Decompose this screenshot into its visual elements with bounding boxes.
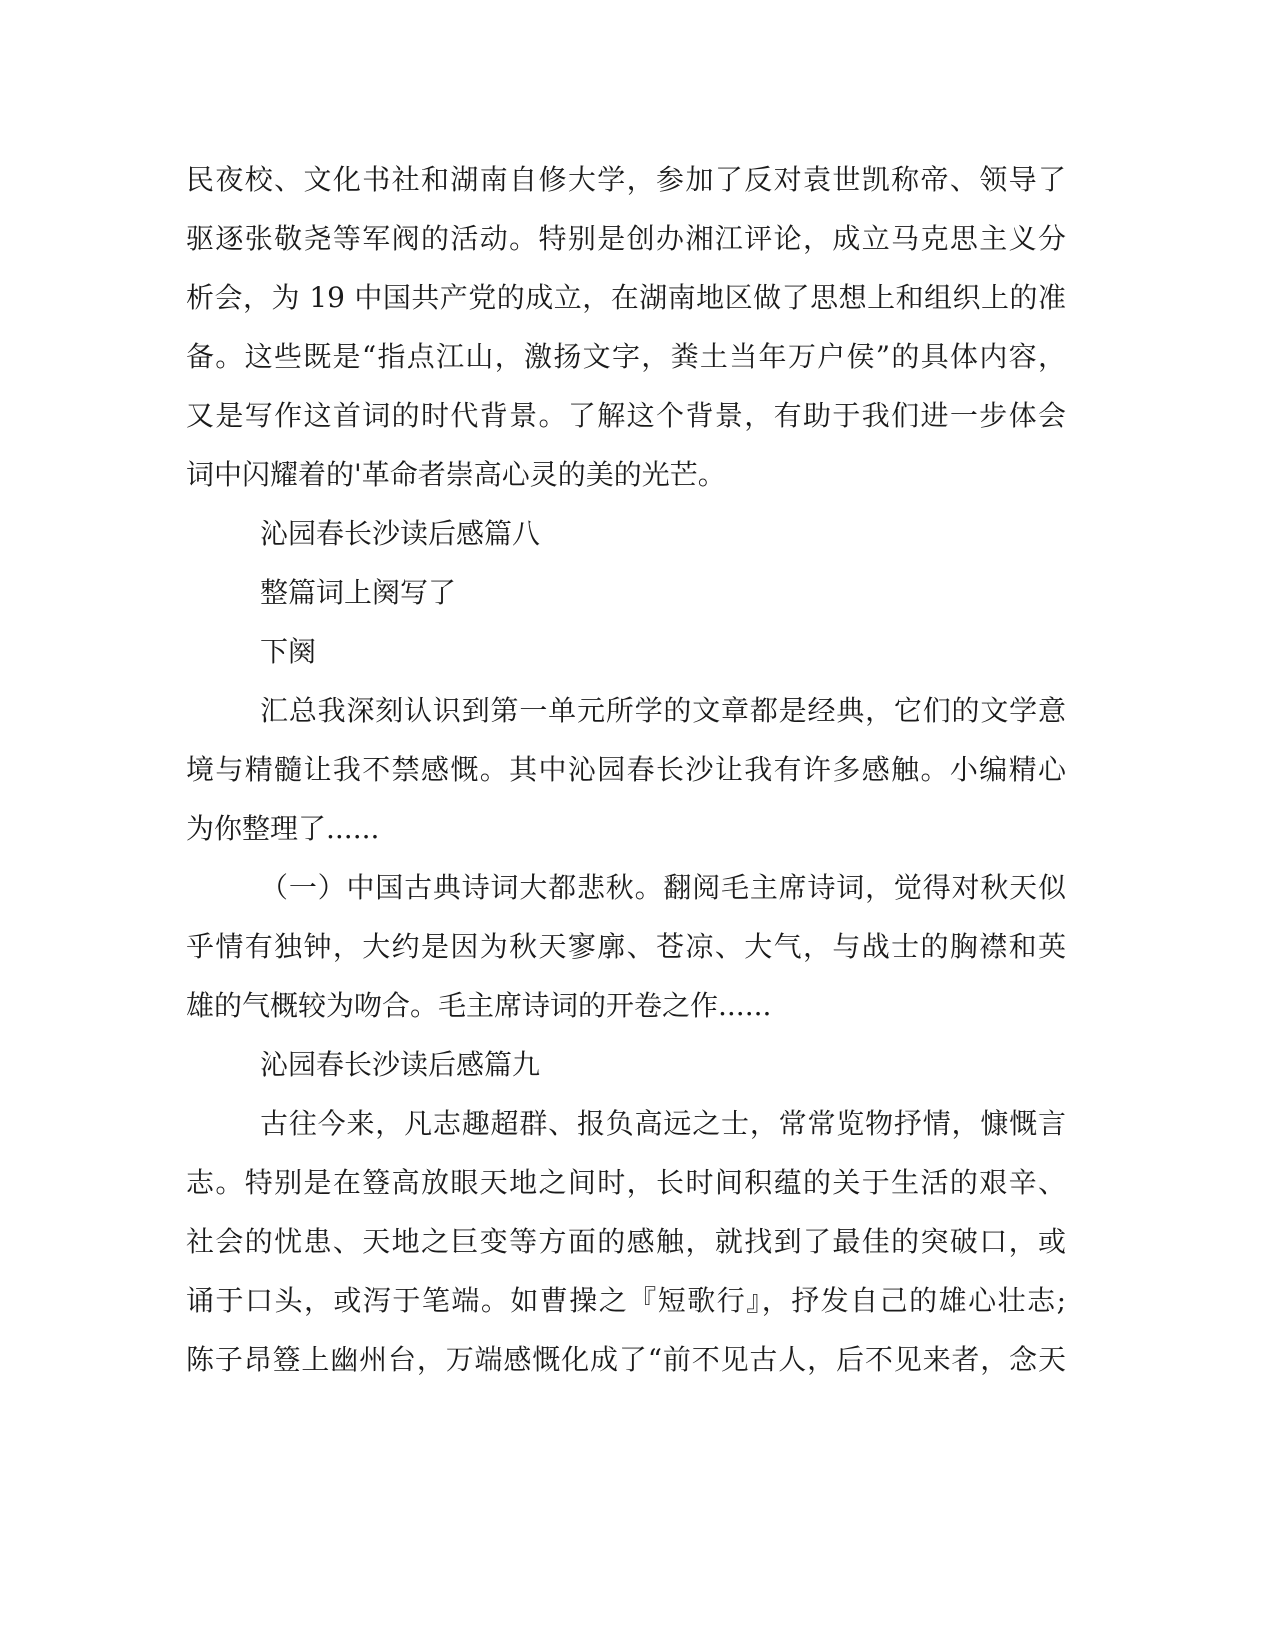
text-line: 词中闪耀着的'革命者崇高心灵的美的光芒。	[186, 458, 726, 491]
text-line: 古往今来，凡志趣超群、报负高远之士，常常览物抒情，慷慨言	[260, 1107, 1066, 1140]
text-line: 析会，为 19 中国共产党的成立，在湖南地区做了思想上和组织上的准	[186, 281, 1066, 314]
text-line: 乎情有独钟，大约是因为秋天寥廓、苍凉、大气，与战士的胸襟和英	[186, 930, 1066, 963]
text-line: （一）中国古典诗词大都悲秋。翻阅毛主席诗词，觉得对秋天似	[260, 871, 1066, 904]
text-line: 备。这些既是“指点江山，激扬文字，粪土当年万户侯”的具体内容，	[186, 340, 1066, 373]
text-line: 整篇词上阕写了	[260, 576, 457, 609]
text-line: 陈子昂簦上幽州台，万端感慨化成了“前不见古人，后不见来者，念天	[186, 1343, 1066, 1376]
text-line: 汇总我深刻认识到第一单元所学的文章都是经典，它们的文学意	[260, 694, 1066, 727]
text-line: 社会的忧患、天地之巨变等方面的感触，就找到了最佳的突破口，或	[186, 1225, 1066, 1258]
text-line: 民夜校、文化书社和湖南自修大学，参加了反对袁世凯称帝、领导了	[186, 163, 1066, 196]
text-line: 下阕	[260, 635, 317, 668]
text-line: 诵于口头，或泻于笔端。如曹操之『短歌行』，抒发自己的雄心壮志;	[186, 1284, 1066, 1317]
section-heading: 沁园春长沙读后感篇九	[260, 1048, 541, 1081]
text-line: 雄的气概较为吻合。毛主席诗词的开卷之作......	[186, 989, 772, 1022]
text-line: 为你整理了......	[186, 812, 380, 845]
text-line: 志。特别是在簦高放眼天地之间时，长时间积蕴的关于生活的艰辛、	[186, 1166, 1066, 1199]
text-line: 又是写作这首词的时代背景。了解这个背景，有助于我们进一步体会	[186, 399, 1066, 432]
text-line: 驱逐张敬尧等军阀的活动。特别是创办湘江评论，成立马克思主义分	[186, 222, 1066, 255]
section-heading: 沁园春长沙读后感篇八	[260, 517, 541, 550]
text-line: 境与精髓让我不禁感慨。其中沁园春长沙让我有许多感触。小编精心	[186, 753, 1066, 786]
